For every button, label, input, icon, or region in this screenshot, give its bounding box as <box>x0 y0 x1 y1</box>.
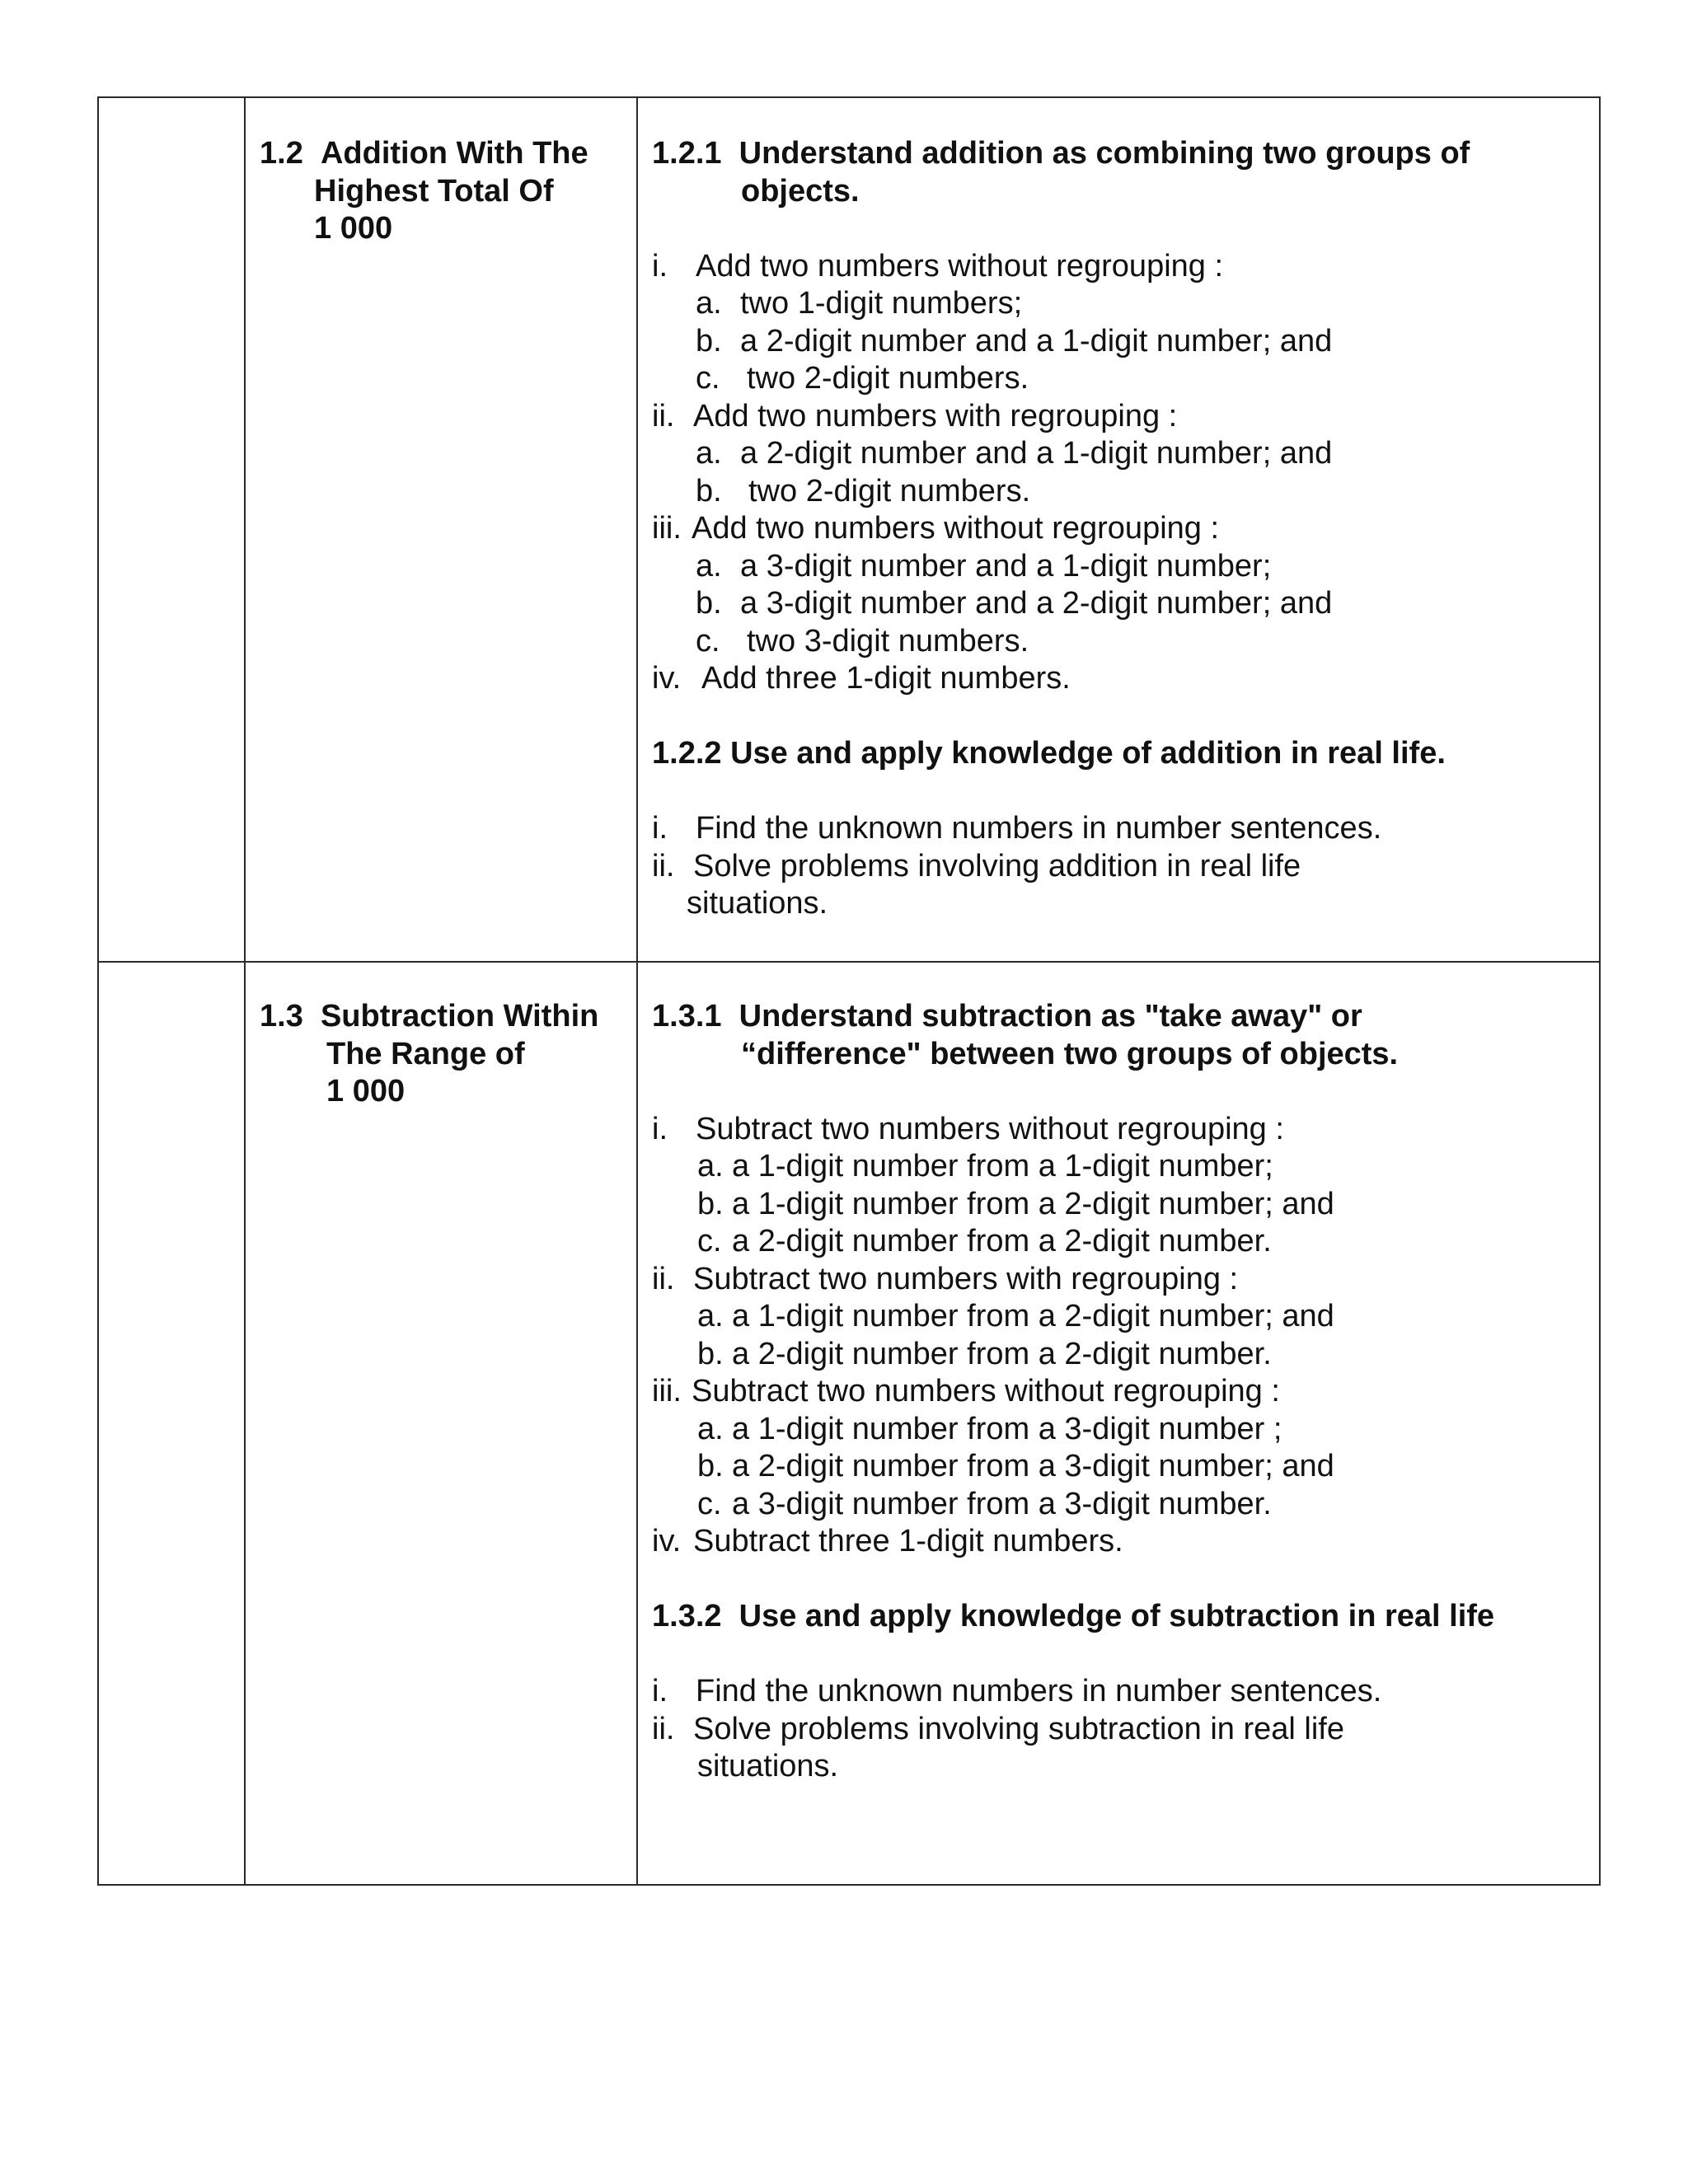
objective-title: Use and apply knowledge of subtraction in real life <box>738 1599 1495 1633</box>
standard-title-text: The Range of <box>326 1036 525 1071</box>
list-marker: iii. <box>652 1374 682 1408</box>
objective-title: Understand addition as combining two groups of <box>738 136 1470 171</box>
sub-marker: b. <box>696 473 722 509</box>
objective-title: “difference" between two groups of objects. <box>741 1036 1399 1071</box>
list-marker: ii. <box>652 848 675 883</box>
list-text-continuation: situations. <box>687 886 828 921</box>
sub-item <box>652 323 1470 361</box>
objective-title: objects. <box>741 173 860 209</box>
list-marker: i. <box>652 1111 668 1146</box>
sub-text: a 1-digit number from a 3-digit number ; <box>732 1411 1282 1446</box>
list-marker: ii. <box>652 398 675 434</box>
sub-text: a 3-digit number and a 2-digit number; and <box>740 586 1333 621</box>
sub-marker: a. <box>697 1299 724 1333</box>
sub-item <box>652 1336 1494 1374</box>
list-text: Find the unknown numbers in number sentences. <box>696 1674 1382 1708</box>
list-marker: i. <box>652 248 668 284</box>
sub-text: a 1-digit number from a 2-digit number; and <box>732 1299 1334 1333</box>
sub-item <box>652 473 1470 511</box>
learning-standards-1-3 <box>652 998 1494 1786</box>
objective-code: 1.2.1 <box>652 136 722 171</box>
column-divider <box>244 96 246 1886</box>
standard-title-text: 1 000 <box>314 211 393 246</box>
list-item <box>652 848 1470 886</box>
objective-code: 1.3.2 <box>652 1599 722 1633</box>
list-marker: iv. <box>652 1524 682 1558</box>
sub-item <box>652 548 1470 586</box>
list-item <box>652 1711 1494 1749</box>
standard-title-text: Subtraction Within <box>320 999 599 1033</box>
objective-code: 1.3.1 <box>652 999 722 1033</box>
standard-title-text: 1 000 <box>326 1074 406 1108</box>
sub-marker: b. <box>696 323 722 359</box>
list-item <box>652 1523 1494 1561</box>
list-item <box>652 810 1470 848</box>
sub-marker: c. <box>696 361 720 396</box>
sub-marker: a. <box>696 286 722 321</box>
list-text: Subtract two numbers without regrouping : <box>696 1111 1284 1146</box>
list-item <box>652 1261 1494 1299</box>
list-marker: iii. <box>652 511 682 546</box>
sub-item <box>652 1448 1494 1486</box>
sub-text: a 1-digit number from a 2-digit number; and <box>732 1186 1334 1221</box>
list-item <box>652 398 1470 436</box>
objective-heading <box>652 1598 1494 1636</box>
sub-text: a 2-digit number from a 2-digit number. <box>732 1224 1272 1258</box>
list-marker: i. <box>652 1674 668 1708</box>
standard-number: 1.2 <box>260 136 303 171</box>
sub-item <box>652 623 1470 661</box>
sub-marker: c. <box>697 1486 722 1521</box>
sub-text: two 1-digit numbers; <box>740 286 1023 321</box>
sub-marker: b. <box>697 1186 724 1221</box>
sub-text: a 2-digit number and a 1-digit number; and <box>740 323 1333 359</box>
list-text: Solve problems involving addition in real life <box>693 848 1301 883</box>
sub-text: a 3-digit number and a 1-digit number; <box>740 548 1272 583</box>
objective-title: Understand subtraction as "take away" or <box>738 999 1362 1033</box>
sub-marker: a. <box>696 436 722 471</box>
sub-item <box>652 1186 1494 1224</box>
list-text: Add two numbers without regrouping : <box>692 511 1220 546</box>
list-item <box>652 1673 1494 1711</box>
sub-text: a 2-digit number from a 2-digit number. <box>732 1336 1272 1371</box>
sub-marker: a. <box>697 1149 724 1183</box>
sub-text: a 3-digit number from a 3-digit number. <box>732 1486 1272 1521</box>
sub-item <box>652 1223 1494 1261</box>
content-standard-1-3 <box>260 998 598 1111</box>
objective-heading <box>652 735 1470 773</box>
list-text: Subtract two numbers with regrouping : <box>693 1261 1239 1296</box>
list-text: Solve problems involving subtraction in real life <box>693 1711 1344 1746</box>
list-item <box>652 1111 1494 1149</box>
list-marker: i. <box>652 811 668 846</box>
sub-item <box>652 285 1470 323</box>
learning-standards-1-2 <box>652 135 1470 923</box>
standard-number: 1.3 <box>260 999 303 1033</box>
sub-text: two 2-digit numbers. <box>747 361 1029 396</box>
sub-marker: b. <box>697 1336 724 1371</box>
standard-title-text: Highest Total Of <box>314 173 554 209</box>
sub-marker: b. <box>697 1449 724 1483</box>
sub-text: two 2-digit numbers. <box>748 473 1031 509</box>
row-divider <box>97 961 1601 963</box>
standard-title-text: Addition With The <box>320 136 588 171</box>
sub-item <box>652 1411 1494 1449</box>
list-text: Find the unknown numbers in number sentences. <box>696 811 1382 846</box>
sub-item <box>652 360 1470 398</box>
objective-code: 1.2.2 <box>652 736 722 771</box>
list-item <box>652 248 1470 286</box>
list-marker: ii. <box>652 1261 675 1296</box>
sub-text: two 3-digit numbers. <box>747 623 1029 658</box>
column-divider <box>636 96 638 1886</box>
list-text-continuation: situations. <box>697 1749 839 1783</box>
sub-marker: c. <box>696 623 720 658</box>
list-item <box>652 510 1470 548</box>
sub-item <box>652 1298 1494 1336</box>
sub-text: a 2-digit number and a 1-digit number; and <box>740 436 1333 471</box>
list-text: Subtract two numbers without regrouping : <box>692 1374 1280 1408</box>
standard-title-line <box>260 998 598 1036</box>
objective-title: Use and apply knowledge of addition in real life. <box>730 736 1446 771</box>
sub-marker: a. <box>697 1411 724 1446</box>
sub-item <box>652 1148 1494 1186</box>
objective-heading <box>652 998 1494 1036</box>
sub-item <box>652 1486 1494 1524</box>
sub-text: a 1-digit number from a 1-digit number; <box>732 1149 1273 1183</box>
sub-item <box>652 585 1470 623</box>
list-text: Add two numbers with regrouping : <box>693 398 1178 434</box>
list-text: Subtract three 1-digit numbers. <box>693 1524 1123 1558</box>
sub-item <box>652 435 1470 473</box>
standard-title-line <box>260 135 588 173</box>
list-marker: ii. <box>652 1711 675 1746</box>
objective-heading <box>652 135 1470 173</box>
sub-marker: b. <box>696 586 722 621</box>
list-text: Add two numbers without regrouping : <box>696 248 1224 284</box>
sub-marker: c. <box>697 1224 722 1258</box>
content-standard-1-2 <box>260 135 588 248</box>
list-item <box>652 1373 1494 1411</box>
list-text: Add three 1-digit numbers. <box>701 661 1071 696</box>
sub-text: a 2-digit number from a 3-digit number; and <box>732 1449 1334 1483</box>
sub-marker: a. <box>696 548 722 583</box>
list-item <box>652 660 1470 698</box>
list-marker: iv. <box>652 661 682 696</box>
